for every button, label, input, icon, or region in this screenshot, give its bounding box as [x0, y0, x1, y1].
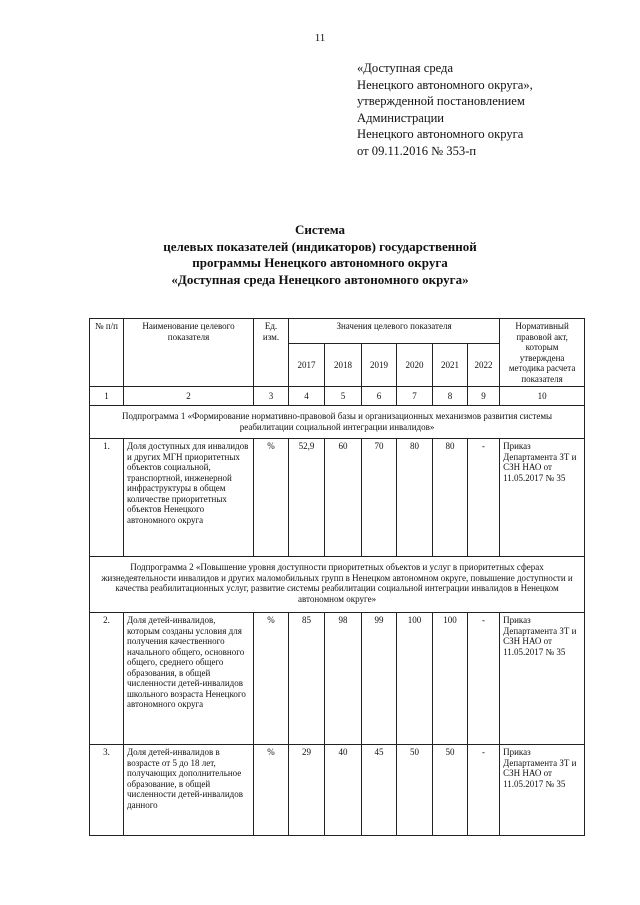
- title-line: программы Ненецкого автономного округа: [192, 255, 448, 270]
- header-unit: Ед. изм.: [254, 319, 289, 387]
- column-number: 2: [124, 387, 254, 406]
- row-value: 98: [325, 613, 362, 745]
- header-year: 2021: [433, 343, 468, 386]
- subprogram-2-heading: Подпрограмма 2 «Повышение уровня доступности приоритетных объектов и услуг в приоритетных сферах жизнедеятельности инвалидов и других маломобильных групп в Ненецком автономном округе, повышение доступности и качества реабилитационных услуг, развитие системы реабилитации социальной интеграции инвалидов в Ненецком автономном округе»: [90, 557, 585, 613]
- row-name: Доля детей-инвалидов в возрасте от 5 до 18 лет, получающих дополнительное образование, в общей численности детей-инвалидов данного: [124, 745, 254, 836]
- row-num: 2.: [90, 613, 124, 745]
- column-number: 9: [468, 387, 500, 406]
- row-name: Доля доступных для инвалидов и других МГН приоритетных объектов социальной, транспортной, инженерной инфраструктуры в общем количестве приоритетных объектов Ненецкого автономного округа: [124, 439, 254, 557]
- approval-line: от 09.11.2016 № 353-п: [357, 143, 477, 158]
- approval-line: утвержденной постановлением: [357, 94, 525, 108]
- row-name: Доля детей-инвалидов, которым созданы условия для получения качественного начального общего, основного общего, среднего общего образования, в общей численности детей-инвалидов школьного возраста Ненецкого автономного округа: [124, 613, 254, 745]
- header-year: 2017: [289, 343, 325, 386]
- header-year: 2018: [325, 343, 362, 386]
- row-value: 100: [397, 613, 433, 745]
- column-number: 8: [433, 387, 468, 406]
- row-value: 100: [433, 613, 468, 745]
- document-title: [0, 222, 640, 288]
- table-row: [90, 613, 585, 745]
- row-num: 1.: [90, 439, 124, 557]
- column-number: 7: [397, 387, 433, 406]
- row-value: -: [468, 745, 500, 836]
- header-name: Наименование целевого показателя: [124, 319, 254, 387]
- header-legal: Нормативный правовой акт, которым утверждена методика расчета показателя: [500, 319, 585, 387]
- indicators-table: [89, 318, 585, 836]
- row-value: 80: [397, 439, 433, 557]
- row-unit: %: [254, 745, 289, 836]
- row-value: 70: [362, 439, 397, 557]
- column-number: 10: [500, 387, 585, 406]
- approval-line: Ненецкого автономного округа: [357, 127, 524, 141]
- table-row: [90, 745, 585, 836]
- row-value: 80: [433, 439, 468, 557]
- row-legal: Приказ Департамента ЗТ и СЗН НАО от 11.05.2017 № 35: [500, 439, 585, 557]
- row-legal: Приказ Департамента ЗТ и СЗН НАО от 11.05.2017 № 35: [500, 613, 585, 745]
- row-value: 50: [433, 745, 468, 836]
- column-number: 5: [325, 387, 362, 406]
- header-year: 2019: [362, 343, 397, 386]
- approval-block: [357, 60, 533, 159]
- row-num: 3.: [90, 745, 124, 836]
- column-number: 3: [254, 387, 289, 406]
- row-value: 45: [362, 745, 397, 836]
- header-values: Значения целевого показателя: [289, 319, 500, 344]
- header-num: № п/п: [90, 319, 124, 387]
- title-line: целевых показателей (индикаторов) государственной: [163, 238, 477, 254]
- column-number: 1: [90, 387, 124, 406]
- row-value: 29: [289, 745, 325, 836]
- row-legal: Приказ Департамента ЗТ и СЗН НАО от 11.05.2017 № 35: [500, 745, 585, 836]
- row-value: 85: [289, 613, 325, 745]
- title-line: «Доступная среда Ненецкого автономного округа»: [171, 271, 469, 287]
- approval-line: Ненецкого автономного округа»,: [357, 77, 533, 92]
- table-row: [90, 439, 585, 557]
- subprogram-1-heading: Подпрограмма 1 «Формирование нормативно-правовой базы и организационных механизмов развития системы реабилитации социальной интеграции инвалидов»: [90, 406, 585, 439]
- column-number: 4: [289, 387, 325, 406]
- approval-line: «Доступная среда: [357, 61, 454, 75]
- row-value: 52,9: [289, 439, 325, 557]
- title-line: Система: [294, 222, 346, 237]
- header-year: 2020: [397, 343, 433, 386]
- row-value: 99: [362, 613, 397, 745]
- row-value: 40: [325, 745, 362, 836]
- row-value: -: [468, 439, 500, 557]
- row-value: 60: [325, 439, 362, 557]
- row-value: 50: [397, 745, 433, 836]
- row-unit: %: [254, 613, 289, 745]
- page-number: 11: [314, 32, 326, 44]
- header-year: 2022: [468, 343, 500, 386]
- column-number: 6: [362, 387, 397, 406]
- approval-line: Администрации: [357, 110, 445, 125]
- row-unit: %: [254, 439, 289, 557]
- row-value: -: [468, 613, 500, 745]
